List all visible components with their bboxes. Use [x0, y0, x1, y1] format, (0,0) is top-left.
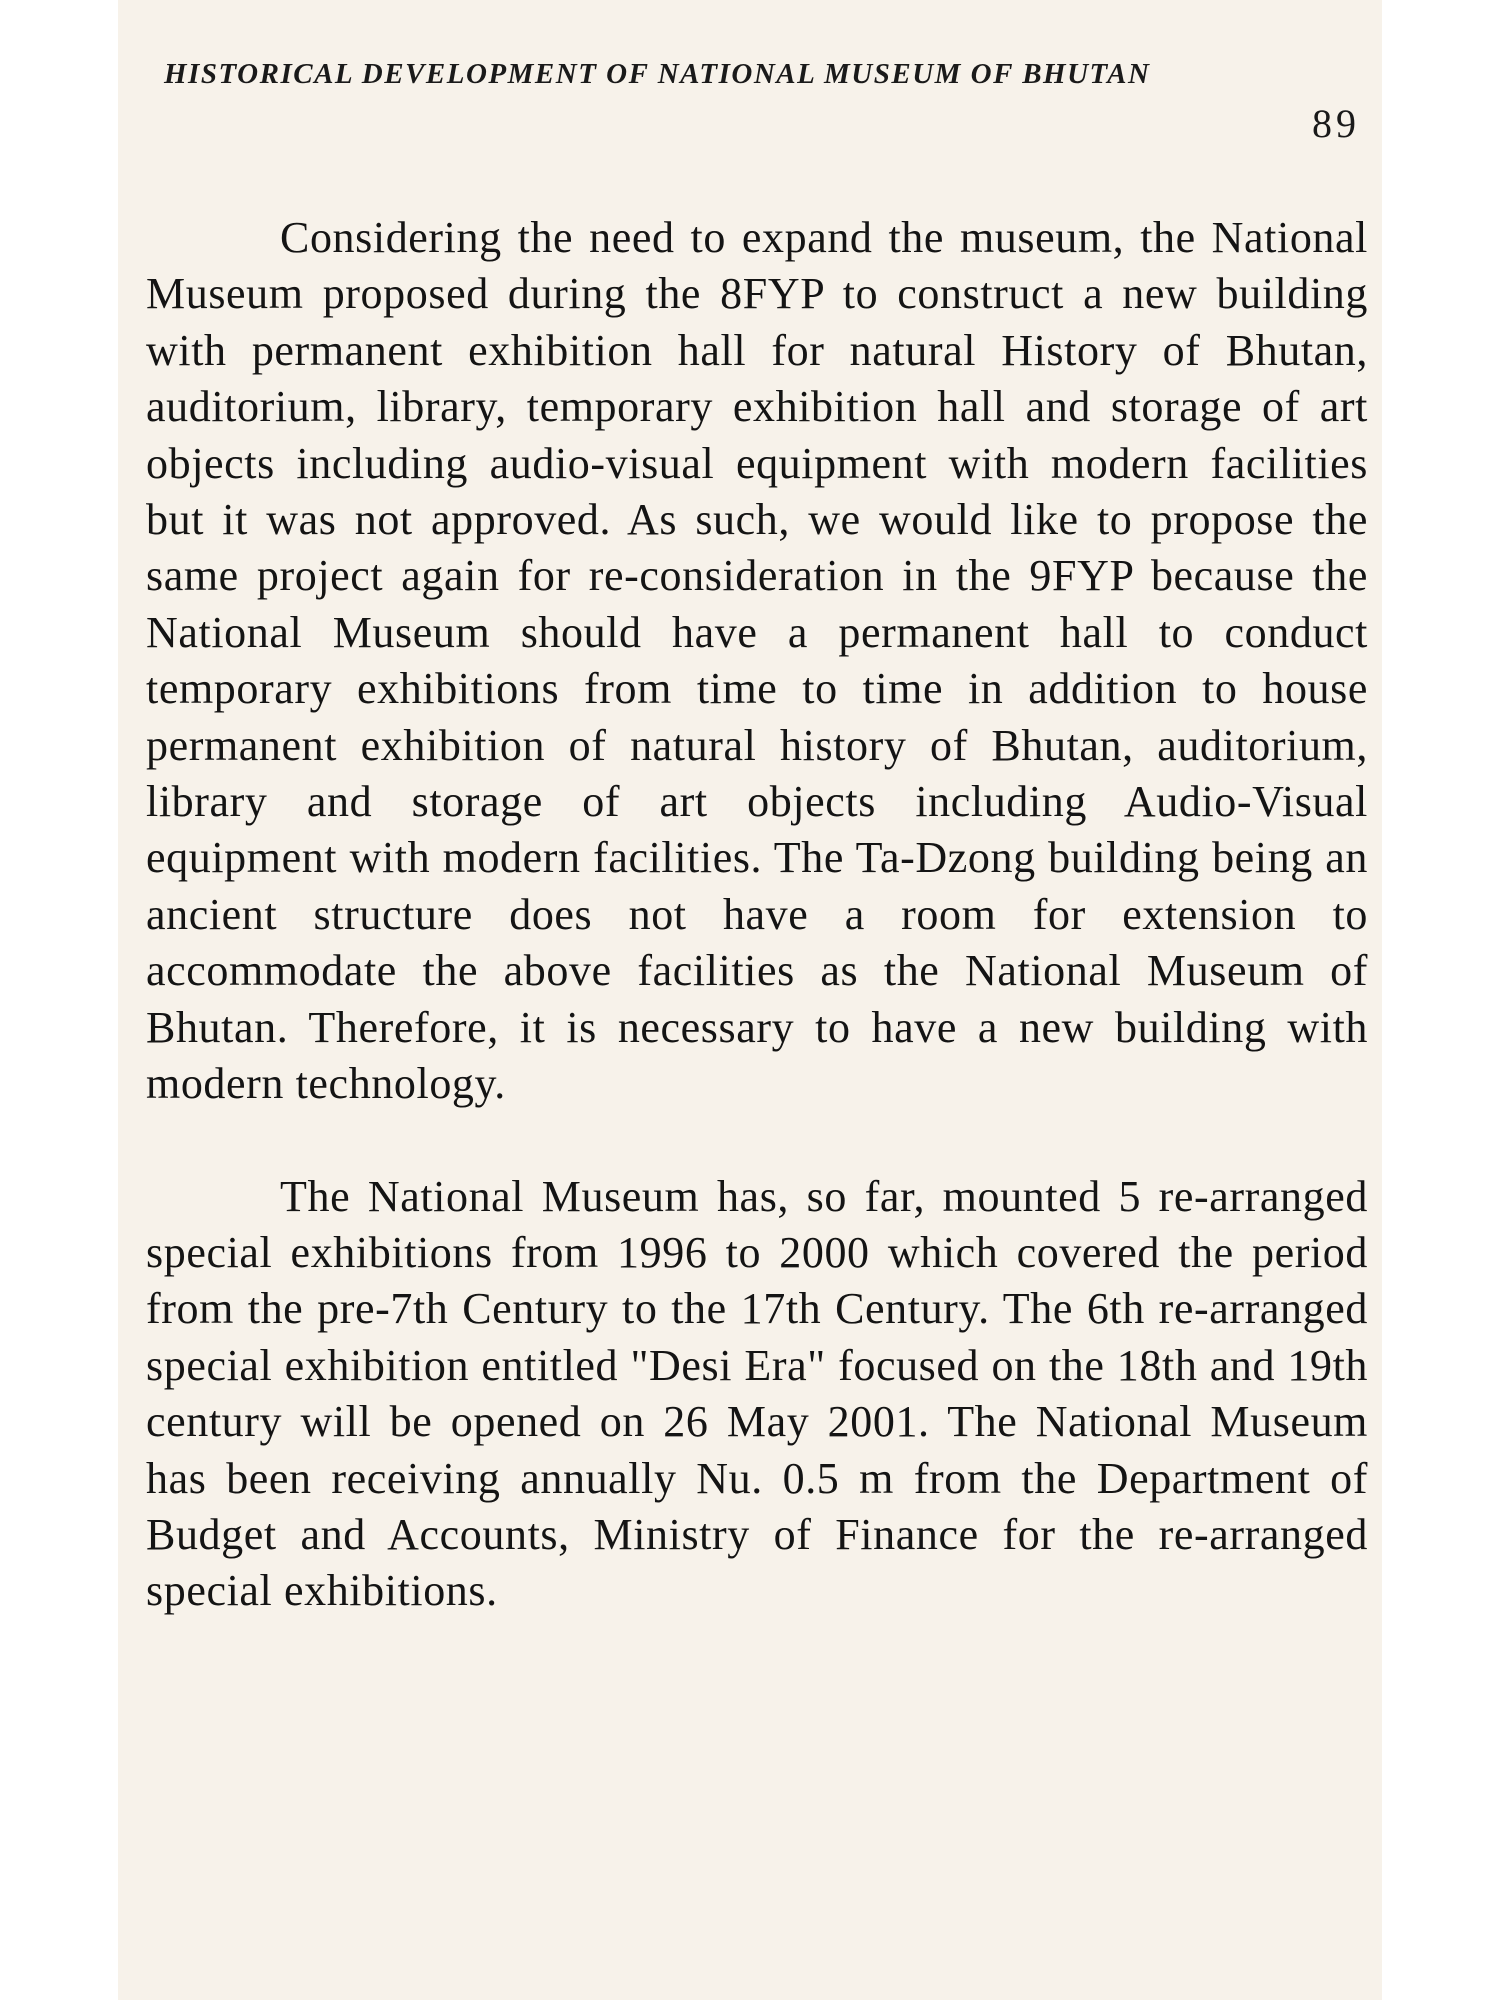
book-page — [118, 0, 1382, 2000]
running-header: HISTORICAL DEVELOPMENT OF NATIONAL MUSEUM OF BHUTAN — [164, 58, 1151, 90]
body-text — [146, 210, 1368, 1620]
paragraph-expansion-proposal: Considering the need to expand the museum, the National Museum proposed during the 8FYP to construct a new building with permanent exhibition hall for natural History of Bhutan, auditorium, library, temporary exhibition hall and storage of art objects including audio-visual equipment with modern facilities but it was not approved. As such, we would like to propose the same project again for re-consideration in the 9FYP because the National Museum should have a permanent hall to conduct temporary exhibitions from time to time in addition to house permanent exhibition of natural history of Bhutan, auditorium, library and storage of art objects including Audio-Visual equipment with modern facilities. The Ta-Dzong building being an ancient structure does not have a room for extension to accommodate the above facilities as the National Museum of Bhutan. Therefore, it is necessary to have a new building with modern technology. — [146, 213, 1368, 1109]
paragraph-special-exhibitions: The National Museum has, so far, mounted 5 re-arranged special exhibitions from 1996 to 2000 which covered the period from the pre-7th Century to the 17th Century. The 6th re-arranged special exhibition entitled "Desi Era" focused on the 18th and 19th century will be opened on 26 May 2001. The National Museum has been receiving annually Nu. 0.5 m from the Department of Budget and Accounts, Ministry of Finance for the re-arranged special exhibitions. — [146, 1171, 1368, 1616]
page-number: 89 — [1312, 101, 1360, 146]
